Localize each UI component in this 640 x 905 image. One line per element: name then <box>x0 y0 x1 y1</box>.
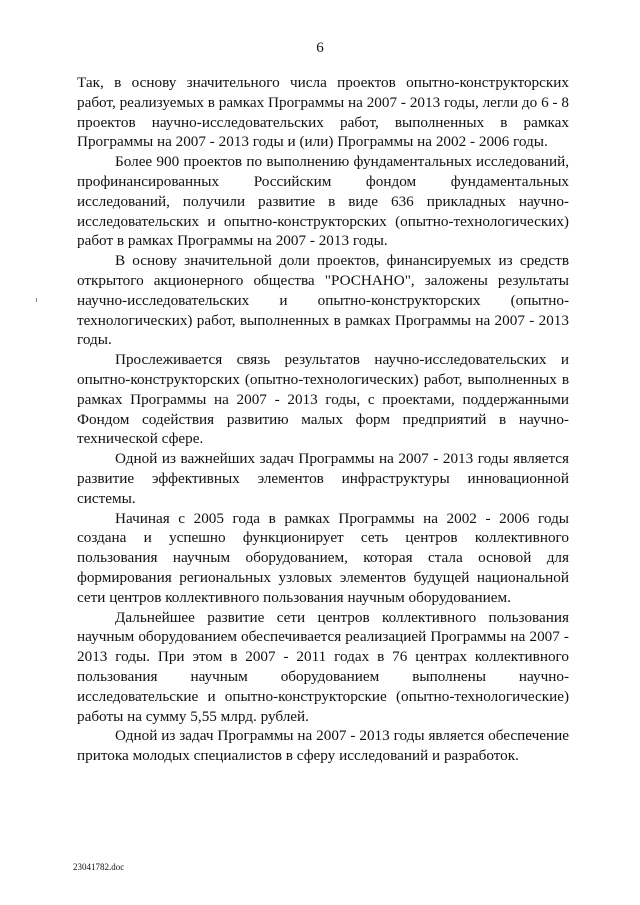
paragraph-2: Более 900 проектов по выполнению фундаментальных исследований, профинансированных Российским фондом фундаментальных исследований, получили развитие в виде 636 прикладных научно-исследовательских и опытно-конструкторских (опытно-технологических) работ в рамках Программы на 2007 - 2013 годы. <box>77 153 569 250</box>
paragraph-6: Начиная с 2005 года в рамках Программы на 2002 - 2006 годы создана и успешно функционирует сеть центров коллективного пользования научным оборудованием, которая стала основой для формирования региональных узловых элементов будущей национальной сети центров коллективного пользования научным оборудованием. <box>77 509 569 606</box>
paragraph-3: В основу значительной доли проектов, финансируемых из средств открытого акционерного общества "РОСНАНО", заложены результаты научно-исследовательских и опытно-конструкторских (опытно-технологических) работ, выполненных в рамках Программы на 2007 - 2013 годы. <box>77 252 569 349</box>
paragraph-7: Дальнейшее развитие сети центров коллективного пользования научным оборудованием обеспечивается реализацией Программы на 2007 - 2013 годы. При этом в 2007 - 2011 годах в 76 центрах коллективного пользования научным оборудованием выполнены научно-исследовательские и опытно-конструкторские (опытно-технологические) работы на сумму 5,55 млрд. рублей. <box>77 608 569 725</box>
margin-mark <box>36 298 37 302</box>
paragraph-1: Так, в основу значительного числа проектов опытно-конструкторских работ, реализуемых в рамках Программы на 2007 - 2013 годы, легли до 6 - 8 проектов научно-исследовательских работ, выполненных в рамках Программы на 2007 - 2013 годы и (или) Программы на 2002 - 2006 годы. <box>77 74 569 151</box>
paragraph-5: Одной из важнейших задач Программы на 2007 - 2013 годы является развитие эффективных элементов инфраструктуры инновационной системы. <box>77 450 569 507</box>
footer-filename: 23041782.doc <box>73 862 125 872</box>
document-body <box>77 73 569 766</box>
paragraph-8: Одной из задач Программы на 2007 - 2013 годы является обеспечение притока молодых специалистов в сферу исследований и разработок. <box>77 727 569 765</box>
paragraph-4: Прослеживается связь результатов научно-исследовательских и опытно-конструкторских (опытно-технологических) работ, выполненных в рамках Программы на 2007 - 2013 годы, с проектами, поддержанными Фондом содействия развитию малых форм предприятий в научно-технической сфере. <box>77 351 569 448</box>
page-number: 6 <box>316 40 324 56</box>
